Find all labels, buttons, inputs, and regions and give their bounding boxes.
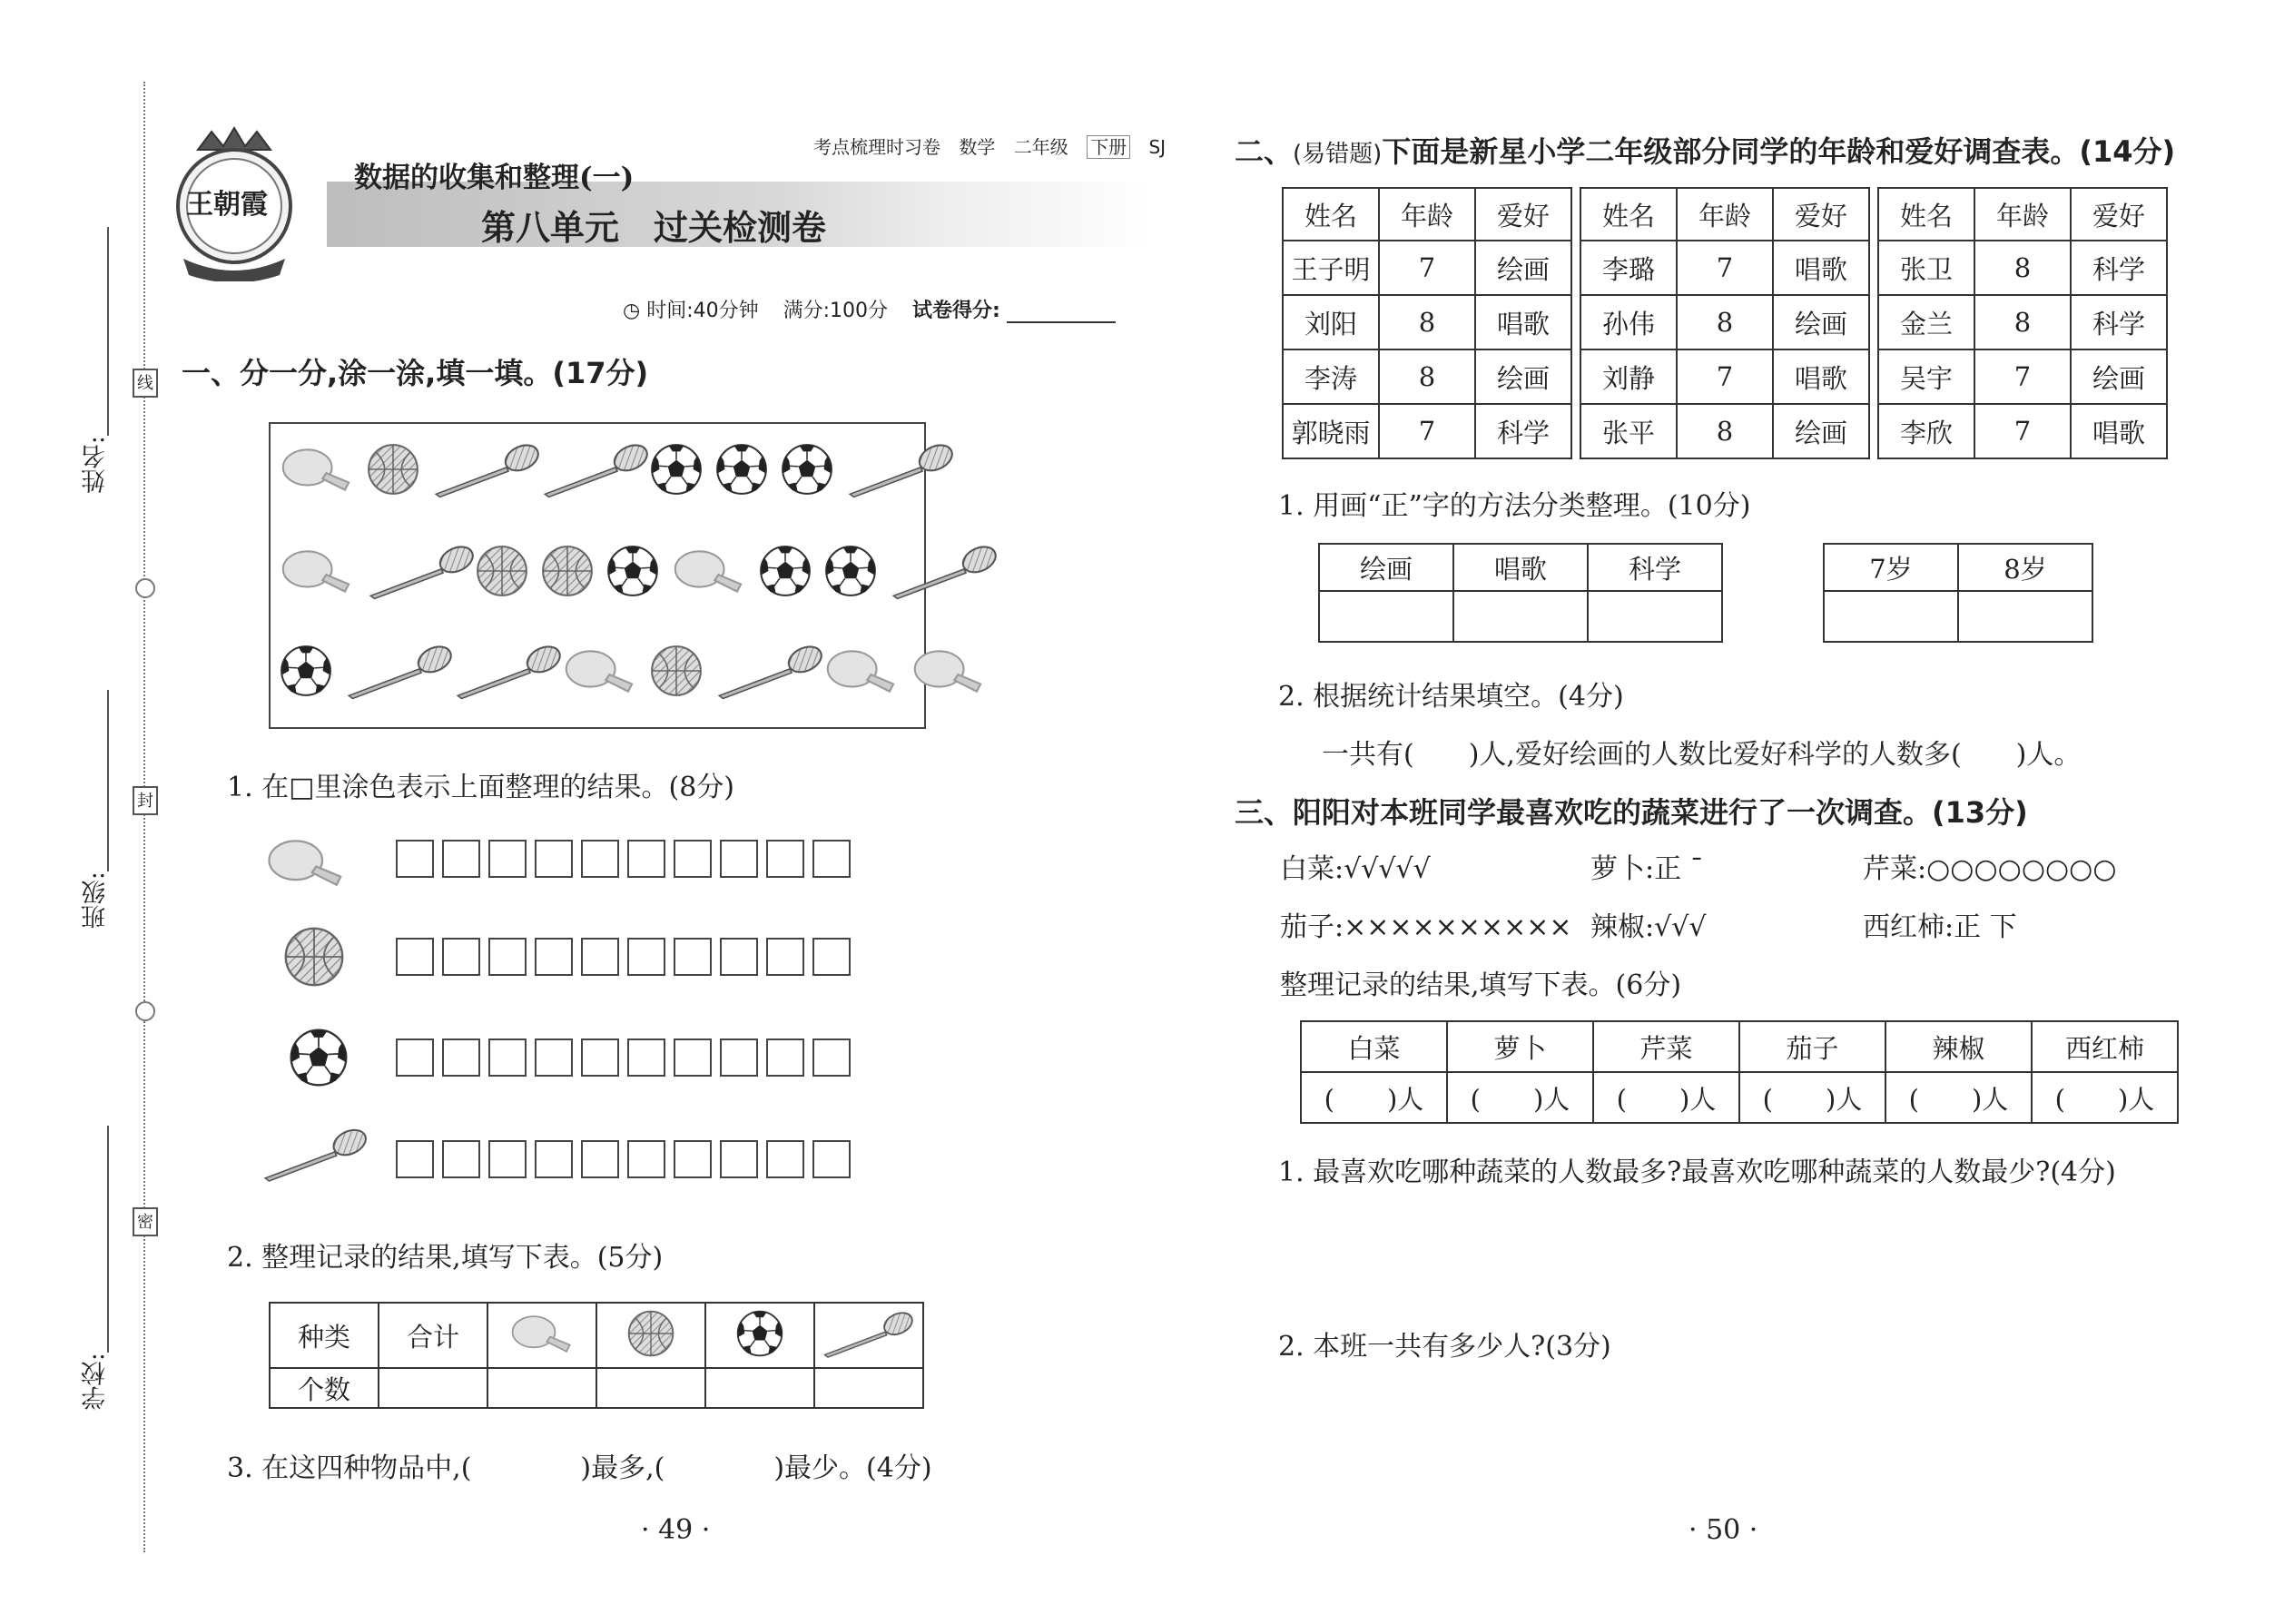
color-square[interactable] bbox=[766, 840, 804, 878]
survey-cell: 绘画 bbox=[1773, 295, 1869, 349]
table-row bbox=[1580, 349, 1869, 404]
paddle-icon bbox=[561, 643, 639, 699]
soccer-ball-icon bbox=[714, 441, 770, 497]
survey-cell: 7 bbox=[1974, 349, 2071, 404]
unit-topic: 数据的收集和整理(一) bbox=[354, 162, 635, 194]
s1-q3: 3. 在这四种物品中,( )最多,( )最少。(4分) bbox=[227, 1452, 932, 1484]
survey-cell: 刘阳 bbox=[1283, 295, 1379, 349]
table-row bbox=[1283, 241, 1571, 295]
color-square[interactable] bbox=[720, 1038, 758, 1077]
survey-cell: 科学 bbox=[2071, 295, 2167, 349]
survey-cell: 绘画 bbox=[1773, 404, 1869, 458]
color-square[interactable] bbox=[812, 1038, 851, 1077]
color-square[interactable] bbox=[812, 1140, 851, 1178]
paddle-count-cell[interactable] bbox=[487, 1368, 596, 1408]
badminton-racket-icon bbox=[714, 642, 828, 700]
survey-header: 年龄 bbox=[1677, 188, 1773, 241]
badminton-racket-icon bbox=[820, 1308, 918, 1359]
survey-cell: 绘画 bbox=[1475, 349, 1571, 404]
paddle-icon bbox=[278, 543, 356, 599]
age-8: 8岁 bbox=[1958, 544, 2092, 591]
paddle-icon bbox=[265, 832, 347, 893]
basketball-icon bbox=[474, 543, 530, 599]
seal-line-mi: 密 bbox=[133, 1207, 158, 1236]
survey-cell: 刘静 bbox=[1580, 349, 1677, 404]
vegetable-count-cell[interactable]: ( )人 bbox=[1885, 1072, 2032, 1123]
basketball-icon bbox=[648, 643, 704, 699]
survey-cell: 7 bbox=[1974, 404, 2071, 458]
color-square[interactable] bbox=[396, 1140, 434, 1178]
paddle-icon bbox=[508, 1309, 576, 1358]
s2-q2-fill: 一共有( )人,爱好绘画的人数比爱好科学的人数多( )人。 bbox=[1322, 739, 2082, 771]
color-square[interactable] bbox=[442, 1038, 480, 1077]
time-limit: 时间:40分钟 bbox=[646, 300, 759, 322]
table-row bbox=[1283, 349, 1571, 404]
color-square[interactable] bbox=[535, 1038, 573, 1077]
survey-cell: 科学 bbox=[1475, 404, 1571, 458]
survey-cell: 科学 bbox=[2071, 241, 2167, 295]
survey-cell: 金兰 bbox=[1878, 295, 1974, 349]
vegetable-count-cell[interactable]: ( )人 bbox=[1447, 1072, 1593, 1123]
record-eggplant: 茄子:×××××××××× bbox=[1280, 911, 1572, 943]
soccer-count-cell[interactable] bbox=[705, 1368, 814, 1408]
vegetable-count-cell[interactable]: ( )人 bbox=[1301, 1072, 1447, 1123]
soccer-ball-icon bbox=[757, 543, 813, 599]
vegetable-header: 辣椒 bbox=[1885, 1021, 2032, 1072]
vegetable-count-cell[interactable]: ( )人 bbox=[2032, 1072, 2178, 1123]
vegetable-count-cell[interactable]: ( )人 bbox=[1739, 1072, 1885, 1123]
score-input[interactable] bbox=[1007, 300, 1116, 323]
survey-group-1 bbox=[1282, 187, 1572, 459]
color-square[interactable] bbox=[720, 1140, 758, 1178]
color-square[interactable] bbox=[720, 938, 758, 976]
table-row bbox=[1878, 349, 2167, 404]
survey-cell: 张卫 bbox=[1878, 241, 1974, 295]
s2-q2: 2. 根据统计结果填空。(4分) bbox=[1278, 681, 1624, 713]
color-square[interactable] bbox=[396, 938, 434, 976]
survey-table bbox=[1282, 187, 2168, 459]
color-square[interactable] bbox=[581, 840, 619, 878]
color-square[interactable] bbox=[535, 840, 573, 878]
color-square[interactable] bbox=[766, 1038, 804, 1077]
clock-icon: ◷ bbox=[623, 300, 641, 322]
section2-heading bbox=[1235, 129, 2175, 171]
total-header: 合计 bbox=[379, 1303, 487, 1368]
survey-cell: 7 bbox=[1677, 241, 1773, 295]
survey-cell: 8 bbox=[1974, 241, 2071, 295]
color-square[interactable] bbox=[674, 938, 712, 976]
color-square[interactable] bbox=[720, 840, 758, 878]
subject: 数学 bbox=[959, 136, 996, 158]
survey-cell: 7 bbox=[1379, 404, 1475, 458]
vegetable-header: 西红柿 bbox=[2032, 1021, 2178, 1072]
color-square[interactable] bbox=[674, 1140, 712, 1178]
record-pepper: 辣椒:√√√ bbox=[1590, 911, 1707, 943]
binding-hole-2 bbox=[135, 1001, 155, 1021]
badminton-racket-icon bbox=[365, 542, 479, 600]
basketball-squares bbox=[396, 938, 859, 979]
color-square[interactable] bbox=[766, 1140, 804, 1178]
section3-heading: 三、阳阳对本班同学最喜欢吃的蔬菜进行了一次调查。(13分) bbox=[1235, 795, 2028, 830]
survey-header: 爱好 bbox=[1773, 188, 1869, 241]
badminton-racket-icon bbox=[343, 642, 458, 700]
seal-line-feng: 封 bbox=[133, 786, 158, 815]
vegetable-count-cell[interactable]: ( )人 bbox=[1593, 1072, 1739, 1123]
soccer-ball-icon bbox=[822, 543, 879, 599]
paddle-col bbox=[487, 1303, 596, 1368]
color-square[interactable] bbox=[396, 1038, 434, 1077]
color-square[interactable] bbox=[627, 1140, 665, 1178]
count-table bbox=[269, 1302, 924, 1409]
survey-cell: 唱歌 bbox=[1773, 349, 1869, 404]
record-tomato: 西红柿:正 下 bbox=[1863, 911, 2017, 943]
survey-cell: 唱歌 bbox=[1475, 295, 1571, 349]
table-row bbox=[1878, 404, 2167, 458]
survey-cell: 7 bbox=[1677, 349, 1773, 404]
survey-cell: 郭晓雨 bbox=[1283, 404, 1379, 458]
color-square[interactable] bbox=[812, 840, 851, 878]
color-square[interactable] bbox=[581, 938, 619, 976]
color-square[interactable] bbox=[581, 1038, 619, 1077]
total-cell[interactable] bbox=[379, 1368, 487, 1408]
painting-tally-cell[interactable] bbox=[1319, 591, 1453, 642]
basketball-icon bbox=[539, 543, 596, 599]
soccer-ball-icon bbox=[734, 1308, 785, 1359]
survey-cell: 李璐 bbox=[1580, 241, 1677, 295]
basketball-icon bbox=[365, 441, 421, 497]
color-square[interactable] bbox=[627, 1038, 665, 1077]
color-square[interactable] bbox=[674, 1038, 712, 1077]
grade: 二年级 bbox=[1013, 136, 1068, 158]
table-row bbox=[1580, 241, 1869, 295]
vegetable-table bbox=[1300, 1020, 2179, 1124]
score-label: 试卷得分: bbox=[912, 300, 1000, 322]
kind-header: 种类 bbox=[270, 1303, 379, 1368]
section2-number: 二、 bbox=[1235, 134, 1294, 169]
name-label: 姓名: bbox=[82, 436, 110, 494]
survey-header: 爱好 bbox=[2071, 188, 2167, 241]
badminton-racket-icon bbox=[260, 1122, 372, 1186]
survey-cell: 8 bbox=[1379, 349, 1475, 404]
vegetable-header: 萝卜 bbox=[1447, 1021, 1593, 1072]
page-title: 第八单元 过关检测卷 bbox=[481, 208, 827, 248]
paddle-squares bbox=[396, 840, 859, 881]
count-row-label: 个数 bbox=[270, 1368, 379, 1408]
badminton-racket-icon bbox=[430, 440, 545, 498]
color-square[interactable] bbox=[396, 840, 434, 878]
age7-tally-cell[interactable] bbox=[1824, 591, 1958, 642]
racket-count-cell[interactable] bbox=[814, 1368, 923, 1408]
soccer-col bbox=[705, 1303, 814, 1368]
hobby-painting: 绘画 bbox=[1319, 544, 1453, 591]
table-row bbox=[1580, 295, 1869, 349]
soccer-ball-icon bbox=[278, 643, 334, 699]
science-tally-cell[interactable] bbox=[1588, 591, 1722, 642]
s3-q1: 1. 最喜欢吃哪种蔬菜的人数最多?最喜欢吃哪种蔬菜的人数最少?(4分) bbox=[1278, 1156, 2116, 1188]
badminton-racket-icon bbox=[888, 542, 1002, 600]
survey-header: 姓名 bbox=[1283, 188, 1379, 241]
vegetable-header: 茄子 bbox=[1739, 1021, 1885, 1072]
error-prone-tag: (易错题) bbox=[1293, 141, 1383, 168]
survey-header: 姓名 bbox=[1580, 188, 1677, 241]
color-square[interactable] bbox=[488, 840, 527, 878]
color-square[interactable] bbox=[442, 840, 480, 878]
survey-cell: 王子明 bbox=[1283, 241, 1379, 295]
exam-info bbox=[623, 295, 1116, 323]
survey-cell: 李欣 bbox=[1878, 404, 1974, 458]
page-number-left: · 49 · bbox=[641, 1514, 711, 1546]
color-square[interactable] bbox=[812, 938, 851, 976]
header-meta bbox=[813, 133, 1166, 159]
color-square[interactable] bbox=[581, 1140, 619, 1178]
s2-q1: 1. 用画“正”字的方法分类整理。(10分) bbox=[1278, 490, 1751, 522]
survey-cell: 8 bbox=[1379, 295, 1475, 349]
s3-q2: 2. 本班一共有多少人?(3分) bbox=[1278, 1331, 1611, 1363]
table-row bbox=[1283, 404, 1571, 458]
soccer-squares bbox=[396, 1038, 859, 1080]
survey-cell: 8 bbox=[1677, 295, 1773, 349]
basketball-icon bbox=[281, 924, 347, 989]
binding-hole-1 bbox=[135, 578, 155, 598]
age-7: 7岁 bbox=[1824, 544, 1958, 591]
s1-q1: 1. 在□里涂色表示上面整理的结果。(8分) bbox=[227, 772, 734, 803]
survey-cell: 8 bbox=[1677, 404, 1773, 458]
color-square[interactable] bbox=[627, 938, 665, 976]
survey-cell: 绘画 bbox=[1475, 241, 1571, 295]
table-row bbox=[1878, 295, 2167, 349]
color-square[interactable] bbox=[488, 1140, 527, 1178]
survey-header: 年龄 bbox=[1379, 188, 1475, 241]
class-label: 班级: bbox=[82, 871, 110, 930]
survey-cell: 吴宇 bbox=[1878, 349, 1974, 404]
seal-line-xian: 线 bbox=[133, 369, 158, 398]
series-name: 考点梳理时习卷 bbox=[813, 136, 940, 158]
basketball-col bbox=[596, 1303, 705, 1368]
vegetable-header: 白菜 bbox=[1301, 1021, 1447, 1072]
color-square[interactable] bbox=[488, 1038, 527, 1077]
paddle-icon bbox=[670, 543, 748, 599]
badminton-racket-icon bbox=[539, 440, 654, 498]
racket-squares bbox=[396, 1140, 859, 1182]
survey-cell: 7 bbox=[1379, 241, 1475, 295]
volume: 下册 bbox=[1087, 135, 1130, 159]
survey-cell: 绘画 bbox=[2071, 349, 2167, 404]
brand-logo-text: 王朝霞 bbox=[186, 189, 268, 221]
s3-table-intro: 整理记录的结果,填写下表。(6分) bbox=[1280, 969, 1682, 1001]
s1-q2: 2. 整理记录的结果,填写下表。(5分) bbox=[227, 1242, 664, 1274]
age-tally-table bbox=[1823, 543, 2093, 643]
table-row bbox=[1283, 295, 1571, 349]
soccer-ball-icon bbox=[648, 441, 704, 497]
survey-header: 爱好 bbox=[1475, 188, 1571, 241]
badminton-racket-icon bbox=[452, 642, 566, 700]
section2-text: 下面是新星小学二年级部分同学的年龄和爱好调查表。(14分) bbox=[1382, 134, 2176, 169]
survey-cell: 唱歌 bbox=[2071, 404, 2167, 458]
color-square[interactable] bbox=[442, 938, 480, 976]
color-square[interactable] bbox=[627, 840, 665, 878]
full-score: 满分:100分 bbox=[783, 300, 889, 322]
paddle-icon bbox=[278, 441, 356, 497]
items-picture-box bbox=[269, 422, 926, 729]
basketball-icon bbox=[625, 1308, 676, 1359]
color-square[interactable] bbox=[535, 938, 573, 976]
hobby-tally-table bbox=[1318, 543, 1723, 643]
color-square[interactable] bbox=[442, 1140, 480, 1178]
survey-header: 姓名 bbox=[1878, 188, 1974, 241]
color-square[interactable] bbox=[674, 840, 712, 878]
age8-tally-cell[interactable] bbox=[1958, 591, 2092, 642]
survey-cell: 张平 bbox=[1580, 404, 1677, 458]
color-square[interactable] bbox=[535, 1140, 573, 1178]
color-square[interactable] bbox=[488, 938, 527, 976]
record-cabbage: 白菜:√√√√√ bbox=[1280, 853, 1431, 885]
edition: SJ bbox=[1148, 136, 1167, 158]
paddle-icon bbox=[822, 643, 901, 699]
vegetable-header: 芹菜 bbox=[1593, 1021, 1739, 1072]
record-celery: 芹菜:○○○○○○○○ bbox=[1863, 853, 2117, 885]
soccer-ball-icon bbox=[287, 1026, 350, 1089]
survey-cell: 唱歌 bbox=[1773, 241, 1869, 295]
color-square[interactable] bbox=[766, 938, 804, 976]
badminton-racket-icon bbox=[844, 440, 959, 498]
survey-cell: 8 bbox=[1974, 295, 2071, 349]
survey-group-3 bbox=[1877, 187, 2168, 459]
survey-cell: 李涛 bbox=[1283, 349, 1379, 404]
hobby-science: 科学 bbox=[1588, 544, 1722, 591]
survey-header: 年龄 bbox=[1974, 188, 2071, 241]
table-row bbox=[1878, 241, 2167, 295]
table-row bbox=[1580, 404, 1869, 458]
paddle-icon bbox=[910, 643, 988, 699]
survey-group-2 bbox=[1580, 187, 1870, 459]
soccer-ball-icon bbox=[605, 543, 661, 599]
school-label: 学校: bbox=[82, 1353, 110, 1411]
survey-cell: 孙伟 bbox=[1580, 295, 1677, 349]
racket-col bbox=[814, 1303, 923, 1368]
singing-tally-cell[interactable] bbox=[1453, 591, 1588, 642]
binding-margin bbox=[0, 0, 163, 1624]
record-radish: 萝卜:正 ˉ bbox=[1590, 853, 1704, 885]
page-number-right: · 50 · bbox=[1689, 1514, 1758, 1546]
section1-heading: 一、分一分,涂一涂,填一填。(17分) bbox=[182, 356, 649, 390]
soccer-ball-icon bbox=[779, 441, 835, 497]
basketball-count-cell[interactable] bbox=[596, 1368, 705, 1408]
hobby-singing: 唱歌 bbox=[1453, 544, 1588, 591]
